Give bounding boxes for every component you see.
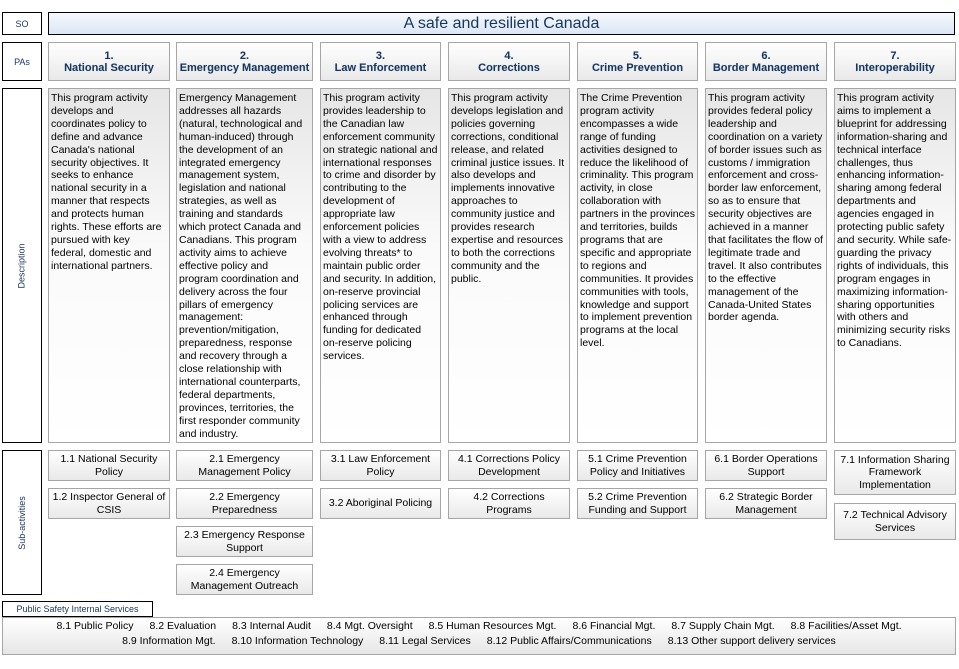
pa-description-law-enforcement: This program activity provides leadership to the Canadian law enforcement community on strategic national and international responses to crime and disorder by contributing to the development of appropriate law enforcement policies with a view to address evolving threats* to maintain public order and security. In addition, on-reserve provincial policing services are enhanced through funding for dedicated on-reserve policing services. xyxy=(320,88,441,443)
pa-description-corrections: This program activity develops legislation and policies governing corrections, conditional release, and related criminal justice issues. It also develops and implements innovative approaches to community justice and provides research expertise and resources to both the corrections community and the public. xyxy=(448,88,570,443)
internal-services-row-2 xyxy=(3,634,955,649)
pa-description-border-management: This program activity provides federal policy leadership and coordination on a variety of border issues such as customs / immigration enforcement and cross-border law enforcement, so as to ensure that security objectives are achieved in a manner that facilitates the flow of legitimate trade and travel. It also contributes to the effective management of the Canada-United States border agenda. xyxy=(705,88,827,443)
row-label-description xyxy=(2,88,42,443)
sub-activity-3-2-aboriginal-policing: 3.2 Aboriginal Policing xyxy=(320,488,441,519)
sub-activity-5-2-crime-prevention-funding-and-support: 5.2 Crime Prevention Funding and Support xyxy=(577,488,698,519)
strategic-outcome-bar xyxy=(48,12,955,35)
row-label-pas xyxy=(2,42,42,81)
pa-header-national-security xyxy=(48,42,170,81)
sub-activity-4-2-corrections-programs: 4.2 Corrections Programs xyxy=(448,488,570,519)
pa-name: Law Enforcement xyxy=(334,61,427,74)
sub-activity-5-1-crime-prevention-policy-and-initiatives: 5.1 Crime Prevention Policy and Initiatives xyxy=(577,450,698,481)
internal-service-8-2-evaluation: 8.2 Evaluation xyxy=(149,620,217,632)
internal-service-8-6-financial-mgt: 8.6 Financial Mgt. xyxy=(572,620,656,632)
internal-service-8-10-information-technology: 8.10 Information Technology xyxy=(231,634,364,647)
internal-service-8-11-legal-services: 8.11 Legal Services xyxy=(379,634,471,647)
sub-activity-1-1-national-security-policy: 1.1 National Security Policy xyxy=(48,450,170,481)
pa-number: 4. xyxy=(504,49,514,62)
strategic-outcome-title: A safe and resilient Canada xyxy=(403,14,600,32)
internal-service-8-9-information-mgt: 8.9 Information Mgt. xyxy=(122,634,216,647)
pa-header-law-enforcement xyxy=(320,42,441,81)
pa-number: 7. xyxy=(890,49,900,62)
sub-activity-7-1-information-sharing-framework-implementation: 7.1 Information Sharing Framework Implementation xyxy=(834,450,956,495)
pa-number: 1. xyxy=(104,49,114,62)
pa-number: 3. xyxy=(375,49,386,62)
pa-number: 5. xyxy=(632,49,643,62)
sub-activity-4-1-corrections-policy-development: 4.1 Corrections Policy Development xyxy=(448,450,570,481)
internal-service-8-1-public-policy: 8.1 Public Policy xyxy=(56,620,134,632)
sub-activity-3-1-law-enforcement-policy: 3.1 Law Enforcement Policy xyxy=(320,450,441,481)
row-label-so xyxy=(2,12,42,35)
row-label-pas-text: PAs xyxy=(14,56,30,67)
pa-number: 6. xyxy=(761,49,771,62)
pa-number: 2. xyxy=(239,49,250,62)
pa-description-emergency-management: Emergency Management addresses all hazards (natural, technological and human-induced) through the development of an integrated emergency management system, legislation and national strategies, as well as training and standards which protect Canada and Canadians. This program activity aims to achieve effective policy and program coordination and delivery across the four pillars of emergency management: prevention/mitigation, preparedness, response and recovery through a close relationship with international counterparts, federal departments, provinces, territories, the first responder community and industry. xyxy=(176,88,313,443)
internal-service-8-7-supply-chain-mgt: 8.7 Supply Chain Mgt. xyxy=(671,620,775,632)
pa-header-interoperability xyxy=(834,42,956,81)
pa-header-emergency-management xyxy=(176,42,313,81)
sub-activity-2-4-emergency-management-outreach: 2.4 Emergency Management Outreach xyxy=(176,564,313,595)
pa-description-national-security: This program activity develops and coordinates policy to define and advance Canada's national security objectives. It seeks to enhance national security in a manner that respects and protects human rights. These efforts are pursued with key federal, domestic and international partners. xyxy=(48,88,170,443)
row-label-sub-activities xyxy=(2,450,42,595)
internal-service-8-3-internal-audit: 8.3 Internal Audit xyxy=(232,620,311,632)
pa-description-crime-prevention: The Crime Prevention program activity encompasses a wide range of funding activities designed to reduce the likelihood of criminality. This program activity, in close collaboration with partners in the provinces and territories, builds programs that are specific and appropriate to regions and communities. It provides communities with tools, knowledge and support to implement prevention programs at the local level. xyxy=(577,88,698,443)
internal-service-8-13-other-support-delivery-services: 8.13 Other support delivery services xyxy=(667,634,836,647)
pa-name: National Security xyxy=(64,61,154,74)
row-label-sub-activities-text: Sub-activities xyxy=(17,495,27,550)
row-label-description-text: Description xyxy=(17,242,27,289)
sub-activity-6-1-border-operations-support: 6.1 Border Operations Support xyxy=(705,450,827,481)
pa-name: Crime Prevention xyxy=(591,61,684,74)
internal-services-row-1 xyxy=(3,619,955,634)
internal-service-8-8-facilities-asset-mgt: 8.8 Facilities/Asset Mgt. xyxy=(790,620,902,632)
sub-activity-2-1-emergency-management-policy: 2.1 Emergency Management Policy xyxy=(176,450,313,481)
sub-activity-7-2-technical-advisory-services: 7.2 Technical Advisory Services xyxy=(834,503,956,540)
sub-activity-2-2-emergency-preparedness: 2.2 Emergency Preparedness xyxy=(176,488,313,519)
internal-services-label xyxy=(2,601,153,617)
pa-name: Emergency Management xyxy=(179,61,310,74)
pa-name: Interoperability xyxy=(855,61,935,74)
internal-service-8-12-public-affairs-communications: 8.12 Public Affairs/Communications xyxy=(486,634,652,647)
pa-header-border-management xyxy=(705,42,827,81)
sub-activity-6-2-strategic-border-management: 6.2 Strategic Border Management xyxy=(705,488,827,519)
row-label-so-text: SO xyxy=(15,18,29,29)
internal-services-label-text: Public Safety Internal Services xyxy=(16,604,139,614)
sub-activity-2-3-emergency-response-support: 2.3 Emergency Response Support xyxy=(176,526,313,557)
sub-activity-1-2-inspector-general-of-csis: 1.2 Inspector General of CSIS xyxy=(48,488,170,519)
pa-description-interoperability: This program activity aims to implement a blueprint for addressing information-sharing and technical interface challenges, thus enhancing information-sharing among federal departments and agencies engaged in protecting public safety and security. While safe-guarding the privacy rights of individuals, this program engages in maximizing information-sharing opportunities with others and minimizing security risks to Canadians. xyxy=(834,88,956,443)
internal-service-8-4-mgt-oversight: 8.4 Mgt. Oversight xyxy=(326,620,413,632)
pa-header-corrections xyxy=(448,42,570,81)
pa-name: Border Management xyxy=(712,61,820,74)
pa-header-crime-prevention xyxy=(577,42,698,81)
internal-service-8-5-human-resources-mgt: 8.5 Human Resources Mgt. xyxy=(428,620,557,632)
internal-services-box xyxy=(2,617,956,655)
pa-name: Corrections xyxy=(478,61,540,74)
